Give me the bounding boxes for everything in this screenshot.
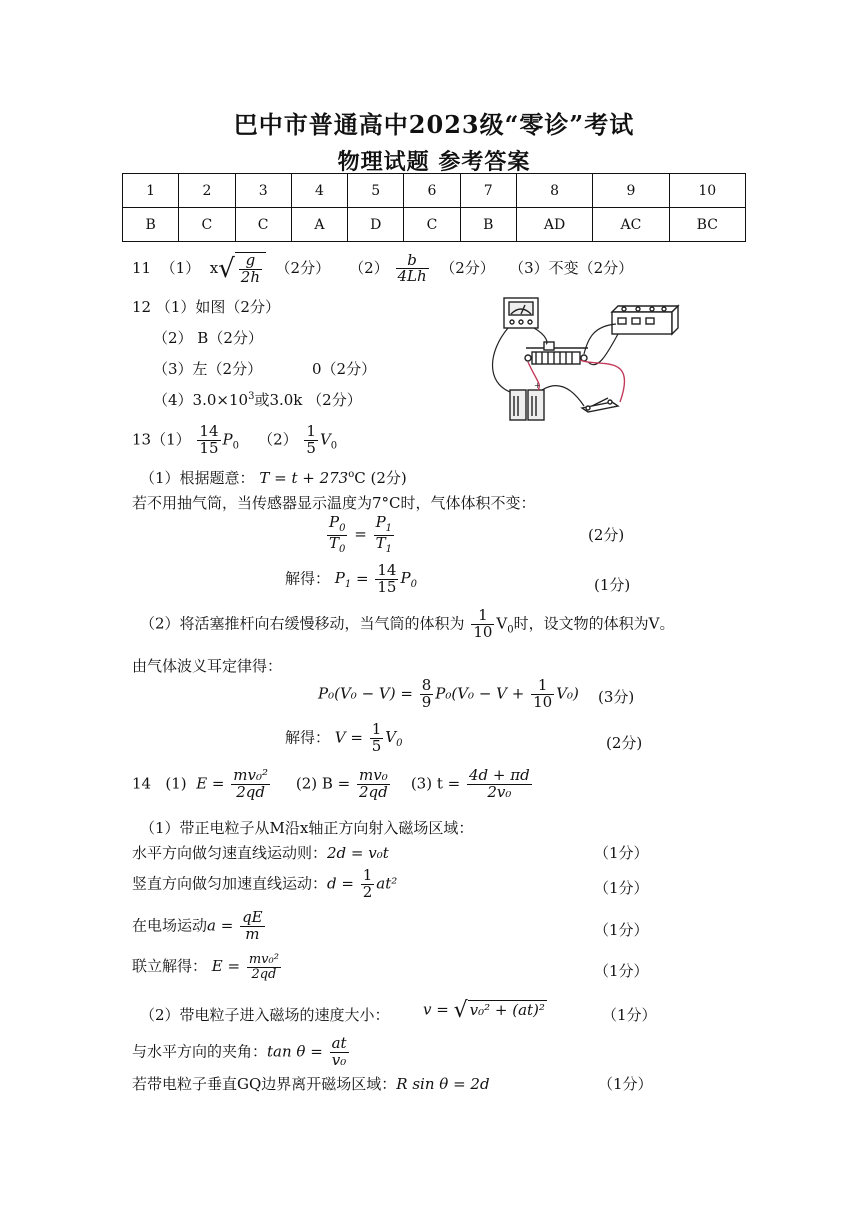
frac-num: 1 xyxy=(371,720,382,738)
symbol-v: V xyxy=(496,614,508,633)
frac-num: 1 xyxy=(471,608,494,625)
frac-num: g xyxy=(239,253,262,270)
frac-den: 2 xyxy=(362,882,373,901)
q14-answer-line xyxy=(132,768,534,801)
table-cell: D xyxy=(348,208,404,242)
q14-line6: （2）带电粒子进入磁场的速度大小： xyxy=(140,1006,390,1024)
frac-num: 4d + πd xyxy=(468,766,530,784)
solve-label: 解得： xyxy=(285,728,331,747)
q13-text: 时，设文物的体积为V。 xyxy=(513,614,675,633)
solve-label: 解得： xyxy=(285,569,331,588)
frac-den: $T_0$ xyxy=(329,533,346,555)
q14-formula: E = xyxy=(211,957,245,976)
q14-line1: （1）带正电粒子从M沿x轴正方向射入磁场区域： xyxy=(140,819,474,837)
answer-table-number-row xyxy=(123,174,746,208)
sqrt-sign: √ xyxy=(218,253,235,284)
symbol-p0: $P_0$ xyxy=(400,569,417,591)
q13-text: （1）根据题意： xyxy=(140,469,255,487)
table-cell: 1 xyxy=(123,174,179,208)
q12-line4 xyxy=(153,389,362,410)
radicand: v₀² + (at)² xyxy=(469,1000,545,1019)
frac-den: 5 xyxy=(371,736,382,755)
symbol-p: P xyxy=(222,430,233,449)
q14-part2: (2) B = xyxy=(295,774,355,793)
q13-score2: (1分) xyxy=(594,576,631,594)
q13-label: 13（1） xyxy=(132,430,191,449)
frac-num: b xyxy=(396,253,429,270)
table-cell: B xyxy=(123,208,179,242)
q13-line4: 由气体波义耳定律得： xyxy=(132,657,283,675)
frac-den: 2h xyxy=(240,267,260,286)
q14-text: 在电场运动 xyxy=(132,916,208,935)
q14-label: 14 xyxy=(132,774,152,793)
table-cell: 2 xyxy=(179,174,235,208)
q12-line3b: 0（2分） xyxy=(312,360,377,378)
frac-den: 10 xyxy=(473,622,493,641)
subscript: 0 xyxy=(330,440,338,452)
q14-text: 联立解得： xyxy=(132,957,208,976)
q13-score3: (3分) xyxy=(598,688,635,706)
q13-score1: (2分) xyxy=(588,526,625,544)
frac-num: mv₀² xyxy=(233,766,268,784)
answer-table xyxy=(122,173,746,242)
table-cell: C xyxy=(235,208,291,242)
q14-text: 水平方向做匀速直线运动则： xyxy=(132,844,328,862)
q13-formula: T = t + 273 xyxy=(259,469,349,487)
frac-den: 2qd xyxy=(236,782,265,801)
q13-text: （2）将活塞推杆向右缓慢移动，当气筒的体积为 xyxy=(140,614,465,633)
q14-score: （1分） xyxy=(594,962,649,980)
frac-den: v₀ xyxy=(331,1050,347,1069)
q13-formula: V = xyxy=(334,728,368,747)
frac-num: mv₀² xyxy=(248,952,279,967)
frac-den: $T_1$ xyxy=(375,533,392,555)
voltmeter-icon xyxy=(504,298,538,328)
table-cell: 9 xyxy=(593,174,669,208)
q11-score2: （2分） xyxy=(440,258,495,277)
q13-line3 xyxy=(140,608,674,641)
table-cell: AC xyxy=(593,208,669,242)
q11-part1: （1） xyxy=(160,258,201,277)
q13-eq1: $\frac{P_0}{T_0}$ = $\frac{P_1}{T_1}$ xyxy=(329,513,393,555)
table-cell: BC xyxy=(669,208,745,242)
table-cell: 7 xyxy=(460,174,516,208)
switch-icon xyxy=(582,398,618,412)
frac-num: $P_0$ xyxy=(329,513,346,534)
q12-line3a: （3）左（2分） xyxy=(153,360,263,378)
q11-line xyxy=(132,252,633,286)
q14-part3: (3) t = xyxy=(410,774,465,793)
table-cell: AD xyxy=(516,208,592,242)
q14-score: （1分） xyxy=(594,921,649,939)
q13-eq3 xyxy=(318,678,579,711)
q13-eq2: 解得： $P_1$ = $\frac{14}{15}$ $P_0$ xyxy=(285,561,417,596)
q14-part1: (1) xyxy=(165,774,187,793)
q14-formula: v = xyxy=(423,1000,454,1019)
q14-formula: d = xyxy=(327,874,359,893)
circuit-diagram xyxy=(488,292,688,428)
q14-line4 xyxy=(132,910,267,943)
table-cell: 5 xyxy=(348,174,404,208)
q13-formula: V₀) xyxy=(556,684,579,703)
q14-text: 与水平方向的夹角： xyxy=(132,1042,268,1061)
q11-part2: （2） xyxy=(349,258,389,277)
degree: o xyxy=(348,469,355,480)
table-cell: 4 xyxy=(291,174,347,208)
q11-score1: （2分） xyxy=(275,258,331,277)
q13-line1 xyxy=(140,467,407,488)
frac-den: 15 xyxy=(199,438,219,457)
q12-value: （4）3.0×10 xyxy=(153,391,249,409)
q14-line5 xyxy=(132,953,283,981)
q14-formula: a = xyxy=(207,916,239,935)
q13-part2: （2） xyxy=(258,430,298,449)
answer-table-answer-row xyxy=(123,208,746,242)
q14-formula: 2d = v₀t xyxy=(327,844,389,862)
q13-eq4 xyxy=(285,722,403,755)
frac-den: 4Lh xyxy=(397,267,427,286)
frac-den: 5 xyxy=(306,438,316,457)
frac-den: m xyxy=(245,924,260,943)
table-cell: C xyxy=(404,208,460,242)
subscript: 0 xyxy=(232,440,239,452)
q13-answer-line xyxy=(132,424,337,457)
exam-title: 巴中市普通高中2023级“零诊”考试 xyxy=(233,110,635,139)
q13-score4: (2分) xyxy=(606,734,643,752)
q13-formula: P₀(V₀ − V) = xyxy=(318,684,418,703)
q14-line7 xyxy=(132,1036,351,1069)
q12-line1: 12 （1）如图（2分） xyxy=(132,298,280,316)
frac-num: $P_1$ xyxy=(375,513,393,534)
frac-num: mv₀ xyxy=(357,768,390,785)
frac-den: 9 xyxy=(421,692,432,711)
q14-score: （1分） xyxy=(594,879,649,897)
frac-den: 2qd xyxy=(251,966,277,982)
q11-x: x xyxy=(209,258,219,277)
frac-den: 2v₀ xyxy=(487,782,512,801)
q14-line8 xyxy=(132,1073,490,1094)
symbol-p1: $P_1$ xyxy=(334,569,352,591)
q14-text: 若带电粒子垂直GQ边界离开磁场区域： xyxy=(132,1075,397,1093)
frac-den: 2qd xyxy=(359,782,388,801)
q14-formula: R sin θ = 2d xyxy=(396,1075,490,1093)
frac-num: qE xyxy=(242,908,263,926)
table-cell: 6 xyxy=(404,174,460,208)
q12-line2: （2） B（2分） xyxy=(153,329,263,347)
table-cell: A xyxy=(291,208,347,242)
rheostat-icon xyxy=(525,342,588,364)
table-cell: 3 xyxy=(235,174,291,208)
q14-formula: E = xyxy=(196,774,230,793)
q11-radicand xyxy=(235,252,266,286)
symbol-v: V xyxy=(319,430,331,449)
q12-value-alt: 或3.0k （2分） xyxy=(254,391,362,409)
q14-score: （1分） xyxy=(594,844,649,862)
battery-plus-sign: + xyxy=(534,381,541,390)
frac-num: 1 xyxy=(306,422,316,440)
q14-line2 xyxy=(132,842,389,863)
q14-score: （1分） xyxy=(598,1075,653,1093)
table-cell: 8 xyxy=(516,174,592,208)
q14-formula: at² xyxy=(376,874,398,893)
table-cell: C xyxy=(179,208,235,242)
frac-den: 10 xyxy=(533,692,553,711)
frac-num: 14 xyxy=(199,422,219,440)
sqrt-sign: √ xyxy=(453,998,468,1023)
frac-num: 8 xyxy=(421,676,432,694)
q14-score: （1分） xyxy=(602,1006,657,1024)
frac-num: 1 xyxy=(362,866,373,884)
frac-num: 14 xyxy=(377,561,397,579)
exam-subtitle: 物理试题 参考答案 xyxy=(337,149,531,175)
q13-unit: C (2分) xyxy=(354,469,407,487)
q11-part3: （3）不变（2分） xyxy=(509,258,634,277)
power-supply-icon xyxy=(612,306,678,334)
q14-text: 竖直方向做匀加速直线运动： xyxy=(132,874,328,893)
q14-eq-velocity xyxy=(423,998,547,1023)
battery-icon xyxy=(510,390,544,420)
q14-line3 xyxy=(132,868,397,901)
q13-formula: P₀(V₀ − V + xyxy=(435,684,530,703)
table-cell: B xyxy=(460,208,516,242)
table-cell: 10 xyxy=(669,174,745,208)
frac-num: at xyxy=(331,1034,347,1052)
q11-label: 11 xyxy=(132,258,152,277)
subscript: 0 xyxy=(507,624,514,636)
frac-den: 15 xyxy=(377,577,397,596)
frac-num: 1 xyxy=(531,678,554,695)
q13-line2: 若不用抽气筒，当传感器显示温度为7°C时，气体体积不变： xyxy=(132,494,536,512)
q14-formula: tan θ = xyxy=(267,1042,328,1061)
symbol-v0: $V_0$ xyxy=(385,728,403,750)
q12-exponent: 3 xyxy=(248,391,255,402)
